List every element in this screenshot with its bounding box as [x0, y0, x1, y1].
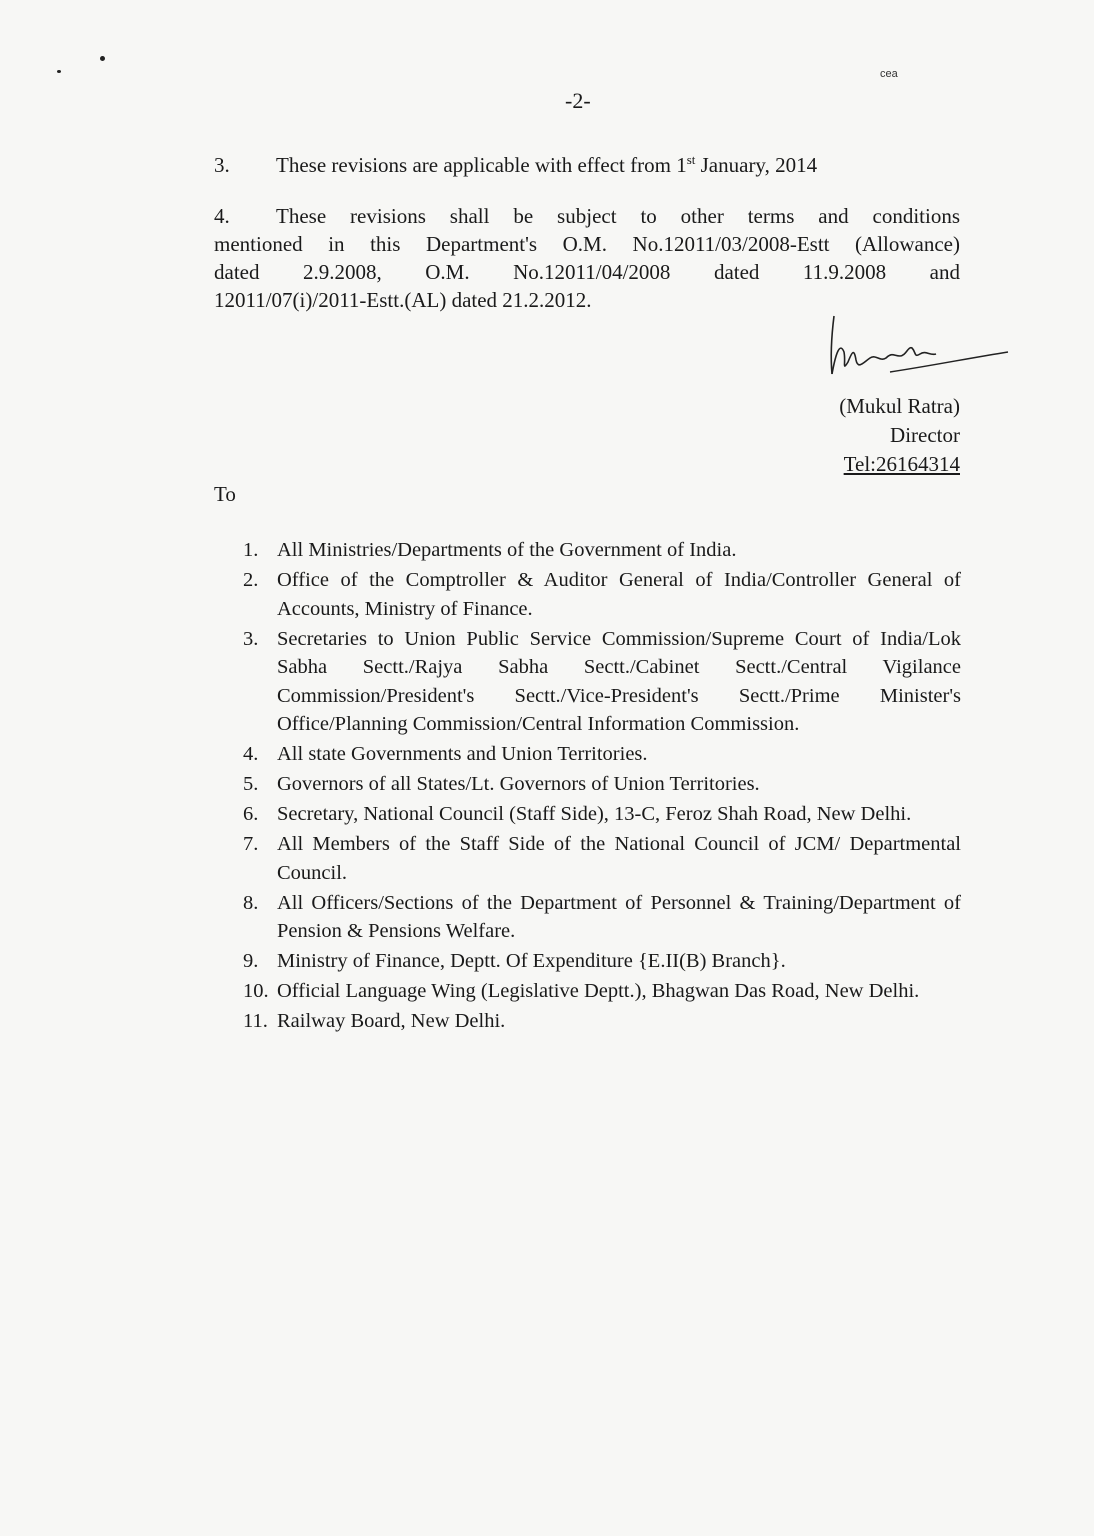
recipient-list: [243, 536, 961, 1037]
list-item: 7. All Members of the Staff Side of the National Council of JCM/ Departmental Council.: [243, 833, 961, 884]
list-item: 2. Office of the Comptroller & Auditor General of India/Controller General of Accounts, Ministry of Finance.: [243, 569, 961, 620]
ordinal-superscript: st: [686, 152, 696, 167]
list-item: 4. All state Governments and Union Territories.: [243, 743, 648, 765]
list-item: 11. Railway Board, New Delhi.: [243, 1010, 506, 1032]
signatory-block: [760, 392, 960, 479]
paragraph-text: These revisions are applicable with effect from 1: [276, 153, 687, 177]
list-item: 6. Secretary, National Council (Staff Side), 13-C, Feroz Shah Road, New Delhi.: [243, 803, 912, 825]
paragraph-number: 3.: [214, 153, 230, 177]
to-label: To: [214, 482, 236, 506]
paragraph-4: [214, 202, 960, 314]
list-item: 9. Ministry of Finance, Deptt. Of Expenditure {E.II(B) Branch}.: [243, 950, 786, 972]
scan-speck: [57, 70, 61, 73]
handwritten-signature: [820, 312, 1010, 382]
paragraph-line: mentioned in this Department's O.M. No.12011/03/2008-Estt (Allowance): [214, 232, 960, 256]
paragraph-line: 4. These revisions shall be subject to other terms and conditions: [214, 204, 960, 228]
list-item: 1. All Ministries/Departments of the Government of India.: [243, 539, 737, 561]
scan-speck: [100, 56, 105, 61]
paragraph-3: [214, 146, 974, 179]
paragraph-line: 12011/07(i)/2011-Estt.(AL) dated 21.2.2012.: [214, 288, 592, 312]
signatory-telephone: Tel:26164314: [843, 452, 960, 476]
list-item: 8. All Officers/Sections of the Department of Personnel & Training/Department of Pension & Pensions Welfare.: [243, 891, 961, 942]
signatory-name: (Mukul Ratra): [839, 394, 960, 418]
list-item: 5. Governors of all States/Lt. Governors of Union Territories.: [243, 773, 760, 795]
list-item: 3. Secretaries to Union Public Service Commission/Supreme Court of India/Lok Sabha Sectt./Rajya Sabha Sectt./Cabinet Sectt./Central Vigilance Commission/President's Sectt./Vice-President's Sectt./Prime Minister's Office/Planning Commission/Central Information Commission.: [243, 627, 961, 735]
corner-note: cea: [880, 68, 898, 80]
paragraph-text-end: January, 2014: [695, 153, 818, 177]
list-item: 10. Official Language Wing (Legislative Deptt.), Bhagwan Das Road, New Delhi.: [243, 980, 920, 1002]
paragraph-line: dated 2.9.2008, O.M. No.12011/04/2008 dated 11.9.2008 and: [214, 260, 960, 284]
page-number: -2-: [565, 88, 591, 113]
paragraph-number: 4.: [214, 204, 230, 228]
signatory-designation: Director: [890, 423, 960, 447]
